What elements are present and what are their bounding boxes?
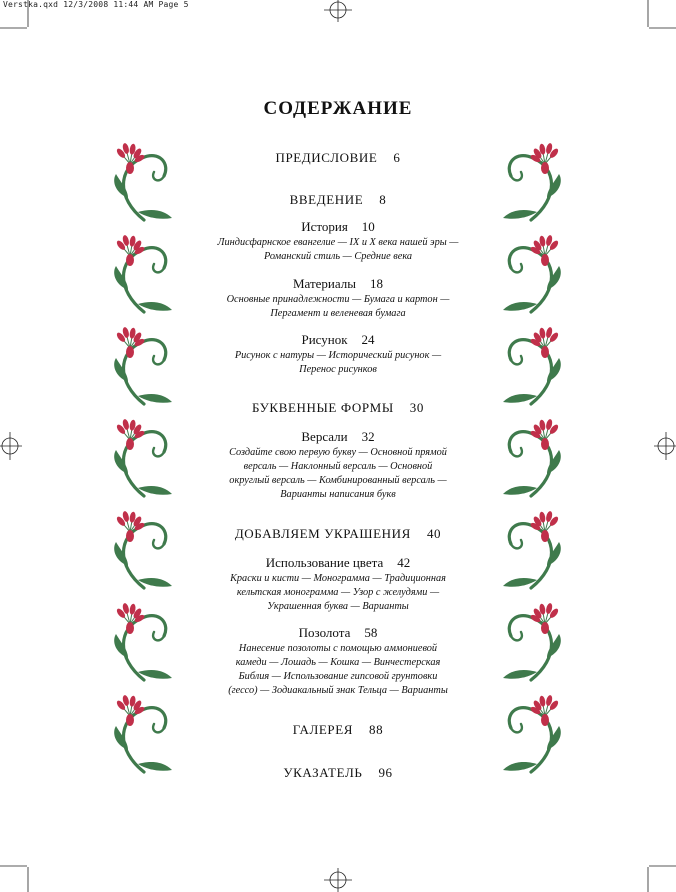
print-slug: Verstka.qxd 12/3/2008 11:44 AM Page 5 <box>3 0 189 9</box>
section-description-line: (гессо) — Зодиакальный знак Тельца — Варианты <box>228 685 448 696</box>
chapter-page: 6 <box>393 150 401 165</box>
section-description-line: Создайте свою первую букву — Основной прямой <box>229 447 447 458</box>
flower-motif <box>503 327 561 404</box>
toc-chapter <box>190 192 486 208</box>
chapter-title: ДОБАВЛЯЕМ УКРАШЕНИЯ <box>234 526 411 541</box>
section-description-line: Пергамент и веленевая бумага <box>270 308 406 319</box>
toc-section <box>190 219 486 264</box>
flower-motif <box>503 695 561 772</box>
section-page: 32 <box>361 429 375 444</box>
section-title: Позолота <box>298 625 351 640</box>
toc-section <box>190 625 486 698</box>
toc-chapter <box>190 400 486 416</box>
section-page: 42 <box>397 555 411 570</box>
section-description-line: Романский стиль — Средние века <box>263 251 413 262</box>
flower-motif <box>114 419 172 496</box>
section-description-line: Перенос рисунков <box>299 364 377 375</box>
section-page: 58 <box>364 625 378 640</box>
toc-chapter <box>190 150 486 166</box>
section-description-line: Нанесение позолоты с помощью аммониевой <box>238 643 438 654</box>
flower-motif <box>503 603 561 680</box>
flower-motif <box>503 143 561 220</box>
section-description-line: версаль — Наклонный версаль — Основной <box>243 461 433 472</box>
chapter-title: ВВЕДЕНИЕ <box>289 192 364 207</box>
chapter-page: 40 <box>426 526 442 541</box>
chapter-title: БУКВЕННЫЕ ФОРМЫ <box>252 400 394 415</box>
section-description-line: Библия — Использование гипсовой грунтовки <box>238 671 438 682</box>
flower-motif <box>114 327 172 404</box>
toc-section <box>190 332 486 377</box>
flower-motif <box>114 511 172 588</box>
floral-vine-ornament-left <box>108 128 180 778</box>
toc-section <box>190 429 486 502</box>
section-description-line: Основные принадлежности — Бумага и картон — <box>226 294 450 305</box>
flower-motif <box>114 603 172 680</box>
section-page: 10 <box>361 219 375 234</box>
section-page: 18 <box>370 276 383 291</box>
toc-chapter <box>190 765 486 781</box>
section-description-line: Рисунок с натуры — Исторический рисунок — <box>234 350 442 361</box>
section-title: Версали <box>301 429 348 444</box>
chapter-title: ГАЛЕРЕЯ <box>292 722 354 737</box>
toc-section <box>190 276 486 321</box>
page-title: СОДЕРЖАНИЕ <box>263 98 413 119</box>
section-description-line: округлый версаль — Комбинированный версаль — <box>229 475 447 486</box>
flower-motif <box>503 235 561 312</box>
toc-chapter <box>190 526 486 542</box>
section-title: История <box>301 219 348 234</box>
section-description-line: Варианты написания букв <box>280 489 396 500</box>
registration-mark-icon <box>324 868 352 892</box>
chapter-page: 96 <box>378 765 393 780</box>
chapter-title: УКАЗАТЕЛЬ <box>283 765 363 780</box>
toc-chapter <box>190 722 486 738</box>
toc-section <box>190 555 486 614</box>
registration-mark-icon <box>654 432 676 460</box>
registration-mark-icon <box>324 0 352 22</box>
flower-motif <box>114 235 172 312</box>
section-description-line: Краски и кисти — Монограмма — Традиционная <box>230 573 446 584</box>
flower-motif <box>503 511 561 588</box>
chapter-title: ПРЕДИСЛОВИЕ <box>275 150 378 165</box>
flower-motif <box>114 143 172 220</box>
chapter-page: 88 <box>369 722 384 737</box>
section-description-line: Украшенная буква — Варианты <box>267 601 409 612</box>
chapter-page: 8 <box>379 192 387 207</box>
section-description-line: кельтская монограмма — Узор с желудями — <box>236 587 440 598</box>
section-title: Материалы <box>292 276 356 291</box>
section-page: 24 <box>361 332 375 347</box>
section-title: Рисунок <box>301 332 348 347</box>
flower-motif <box>114 695 172 772</box>
registration-mark-icon <box>0 432 22 460</box>
chapter-page: 30 <box>409 400 424 415</box>
section-description-line: камеди — Лошадь — Кошка — Винчестерская <box>235 657 441 668</box>
floral-vine-ornament-right <box>495 128 567 778</box>
section-description-line: Линдисфарнское евангелие — IX и X века нашей эры — <box>217 237 459 248</box>
flower-motif <box>503 419 561 496</box>
section-title: Использование цвета <box>265 555 384 570</box>
